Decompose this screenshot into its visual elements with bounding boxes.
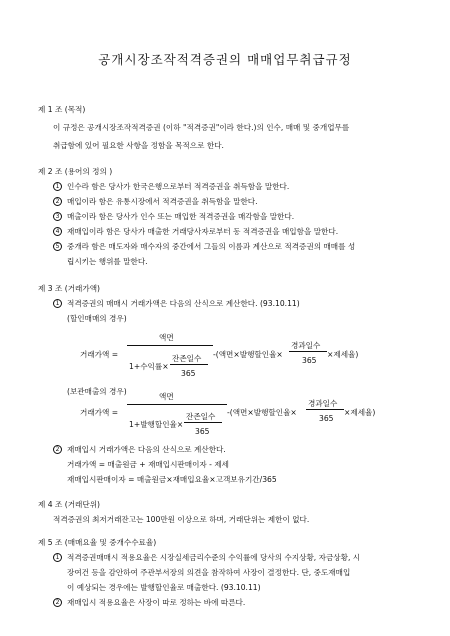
article-2-heading: 제 2 조 (용어의 정의 ): [38, 167, 113, 176]
article-5-heading: 제 5 조 (매매요율 및 중개수수료율): [38, 538, 157, 547]
article-3-formula-b: 재매입시판매이자 = 매출원금×재매입요율×고객보유기간/365: [67, 475, 277, 484]
formula-2-inner-numerator: 잔존일수: [186, 412, 216, 421]
formula-2-right-denominator: 365: [319, 414, 334, 423]
formula-2-inner-denominator: 365: [195, 427, 210, 436]
formula-1-right-denominator: 365: [302, 356, 317, 365]
formula-1-case-label: (할인매매의 경우): [67, 314, 127, 323]
formula-1-right-fraction-bar: [289, 351, 327, 352]
article-2-item-1: 인수라 함은 당사가 한국은행으로부터 적격증권을 취득함을 말한다.: [67, 182, 290, 191]
article-5-item-1-line-3: 이 예상되는 경우에는 발행할인율로 매출한다. (93.10.11): [67, 583, 261, 592]
item-number-circle: 5: [53, 242, 62, 251]
article-2-item-2: 매입이라 함은 유통시장에서 적격증권을 취득함을 말한다.: [67, 197, 258, 206]
formula-2-middle: -(액면×발행할인율×: [227, 408, 297, 417]
item-number-circle: 1: [53, 182, 62, 191]
article-3-item-2: 재매입시 거래가액은 다음의 산식으로 계산한다.: [67, 445, 226, 454]
article-1-heading: 제 1 조 (목적): [38, 105, 86, 114]
formula-1-inner-denominator: 365: [181, 369, 196, 378]
item-number-circle: 2: [53, 598, 62, 607]
item-number-circle: 3: [53, 212, 62, 221]
formula-1-inner-numerator: 잔존일수: [172, 354, 202, 363]
formula-1-right-numerator: 경과일수: [291, 341, 321, 350]
item-number-circle: 2: [53, 197, 62, 206]
item-number-circle: 1: [53, 553, 62, 562]
formula-2-right-numerator: 경과일수: [308, 399, 338, 408]
formula-2-right-fraction-bar: [306, 409, 344, 410]
article-4-heading: 제 4 조 (거래단위): [38, 500, 101, 509]
formula-1-denominator: 1+수익률×: [129, 362, 169, 371]
formula-2-tail: ×제세율): [344, 408, 376, 417]
formula-1-fraction-bar: [127, 345, 213, 346]
formula-2-denominator: 1+발행할인율×: [129, 420, 184, 429]
article-2-item-5: 중개라 함은 매도자와 매수자의 중간에서 그들의 이름과 계산으로 적격증권의 매매를 성: [67, 242, 356, 251]
article-3-heading: 제 3 조 (거래가액): [38, 284, 101, 293]
article-3-formula-a: 거래가액 = 매출원금 + 재매입시판매이자 - 제세: [67, 460, 229, 469]
formula-2-lhs: 거래가액 =: [80, 408, 119, 417]
article-5-item-2: 재매입시 적용요율은 사장이 따로 정하는 바에 따른다.: [67, 598, 246, 607]
item-number-circle: 4: [53, 227, 62, 236]
article-1-body-line-2: 취급함에 있어 필요한 사항을 정함을 목적으로 한다.: [53, 141, 224, 150]
formula-2-case-label: (보관매출의 경우): [67, 387, 127, 396]
article-2-item-4: 재매입이라 함은 당사가 매출한 거래당사자로부터 동 적격증권을 매입함을 말한다.: [67, 227, 339, 236]
formula-1-lhs: 거래가액 =: [80, 350, 119, 359]
article-1-body-line-1: 이 규정은 공개시장조작적격증권 (이하 "적격증권"이라 한다.)의 인수, 매매 및 중개업무를: [53, 123, 350, 132]
item-number-circle: 1: [53, 299, 62, 308]
article-5-item-1-line-2: 장여건 등을 감안하여 주관부서장의 의견을 참작하여 사장이 결정한다. 단, 중도재매입: [67, 568, 351, 577]
formula-1-numerator: 액면: [159, 333, 174, 342]
article-2-item-3: 매출이라 함은 당사가 인수 또는 매입한 적격증권을 매각함을 말한다.: [67, 212, 295, 221]
formula-1-middle: -(액면×발행할인율×: [213, 350, 283, 359]
formula-2-numerator: 액면: [159, 392, 174, 401]
article-4-body: 적격증권의 최저거래잔고는 100만원 이상으로 하며, 거래단위는 제한이 없다.: [53, 515, 310, 524]
formula-2-inner-fraction-bar: [184, 422, 222, 423]
document-title: 공개시장조작적격증권의 매매업무취급규정: [98, 52, 352, 67]
item-number-circle: 2: [53, 445, 62, 454]
formula-2-fraction-bar: [127, 404, 227, 405]
article-2-item-5-cont: 립시키는 행위를 말한다.: [67, 257, 148, 266]
article-3-item-1: 적격증권의 매매시 거래가액은 다음의 산식으로 계산한다. (93.10.11): [67, 299, 300, 308]
formula-1-tail: ×제세율): [327, 350, 359, 359]
article-5-item-1-line-1: 적격증권매매시 적용요율은 시장실세금리수준의 수익률에 당사의 수지상황, 자금상황, 시: [67, 553, 361, 562]
formula-1-inner-fraction-bar: [170, 364, 208, 365]
